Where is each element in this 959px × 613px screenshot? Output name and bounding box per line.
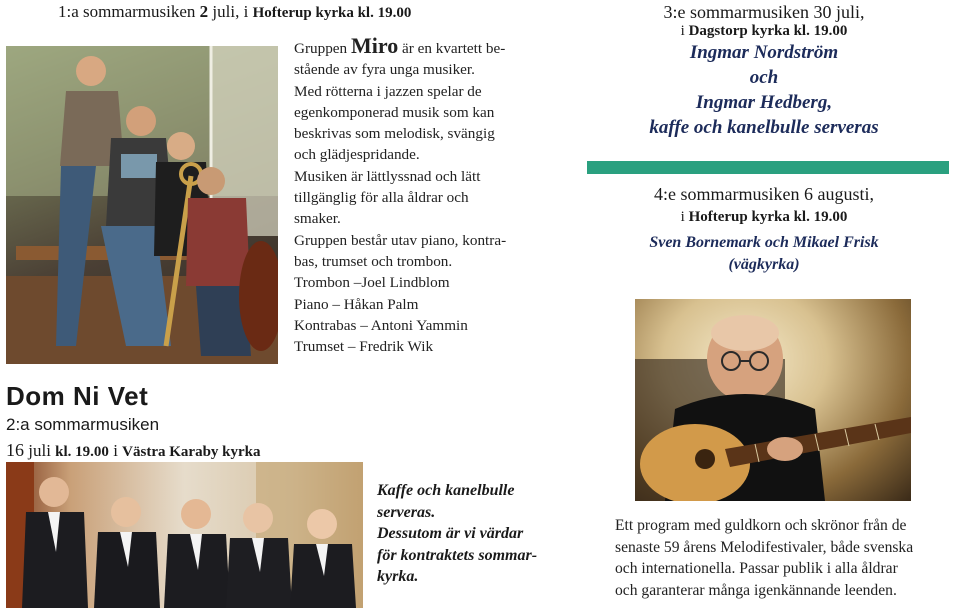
band-desc-line: egenkomponerad musik som kan [294,103,495,121]
concert1-heading [58,2,411,22]
concert2-number: 2:a sommarmusiken [6,415,160,434]
band-desc-line: Musiken är lättlyssnad och lätt [294,167,481,185]
concert4-venue-line [585,209,943,226]
band-member-piano: Piano – Håkan Palm [294,295,419,313]
band-desc-line: Med rötterna i jazzen spelar de [294,82,482,100]
band-name: Miro [350,33,399,58]
concert2-prefix: i [113,441,118,460]
concert4-prefix: i [680,209,685,225]
band-photo-illustration [6,46,278,364]
concert3-number: 3:e sommarmusiken [663,2,809,22]
concert3-venue-line [585,23,943,40]
kaffe-notice [377,480,567,588]
band-description [294,33,544,357]
band-member-kontrabas: Kontrabas – Antoni Yammin [294,316,468,334]
concert4-desc-line: och garanterar många igenkännande leenden. [615,581,897,599]
concert3-heading [585,2,943,23]
concert4-description [615,515,955,601]
band-desc-intro: Gruppen [294,40,348,57]
concert3-block [585,2,943,140]
concert1-month: juli, [212,2,240,21]
band-desc-line: smaker. [294,210,341,228]
concert2-date-venue [6,440,261,461]
group-photo-illustration [6,462,363,608]
concert1-day: 2 [199,2,209,21]
kaffe-line: för kontraktets sommar- [377,546,538,564]
concert4-heading [585,184,943,205]
concert2-month: juli [28,441,51,460]
concert4-desc-line: Ett program med guldkorn och skrönor från de [615,517,907,534]
concert3-prefix: i [680,23,685,39]
concert3-performer2: Ingmar Hedberg, [695,92,833,113]
concert2-day: 16 [6,440,24,460]
concert3-venue: Dagstorp kyrka kl. 19.00 [688,23,848,39]
band-desc-line: tillgänglig för alla åldrar och [294,189,469,207]
section-divider [587,161,949,174]
concert4-performers: Sven Bornemark och Mikael Frisk [649,234,879,251]
guitarist-photo [635,299,911,501]
kaffe-line: serveras. [377,503,436,521]
concert4-number: 4:e sommarmusiken [654,184,800,204]
kaffe-line: Dessutom är vi värdar [377,525,524,542]
concert2-venue: Västra Karaby kyrka [122,444,261,460]
concert2-time: kl. 19.00 [55,444,109,460]
concert4-block [585,184,943,276]
band-desc-line: är en kvartett be- [402,40,506,57]
concert2-group-title: Dom Ni Vet [6,381,149,411]
band-desc-line: beskrivas som melodisk, svängig [294,125,495,143]
group-photo [6,462,363,608]
concert3-month: juli, [835,2,865,22]
band-member-trombone: Trombon –Joel Lindblom [294,274,450,292]
concert3-day: 30 [813,2,832,22]
guitarist-photo-illustration [635,299,911,501]
concert4-desc-line: senaste 59 årens Melodifestivaler, både svenska [615,538,914,556]
concert1-number: 1:a sommarmusiken [58,2,196,21]
concert3-performer1: Ingmar Nordström [689,42,839,63]
band-desc-line: stående av fyra unga musiker. [294,61,475,79]
concert4-day: 6 [803,184,813,204]
concert3-and: och [749,67,779,88]
concert1-venue: Hofterup kyrka kl. 19.00 [252,5,412,21]
concert3-extra: kaffe och kanelbulle serveras [649,117,879,138]
band-desc-line: Gruppen består utav piano, kontra- [294,231,507,249]
concert4-performers-note: (vägkyrka) [728,256,800,273]
concert4-desc-line: och internationella. Passar publik i alla åldrar [615,560,898,577]
kaffe-line: kyrka. [377,568,419,585]
band-desc-line: och glädjespridande. [294,146,420,164]
band-desc-line: bas, trumset och trombon. [294,252,453,270]
concert1-prefix: i [243,2,249,21]
concert4-month: augusti, [817,184,874,204]
band-photo [6,46,278,364]
band-member-trumset: Trumset – Fredrik Wik [294,338,434,356]
concert4-venue: Hofterup kyrka kl. 19.00 [688,209,848,225]
kaffe-line: Kaffe och kanelbulle [377,482,515,499]
